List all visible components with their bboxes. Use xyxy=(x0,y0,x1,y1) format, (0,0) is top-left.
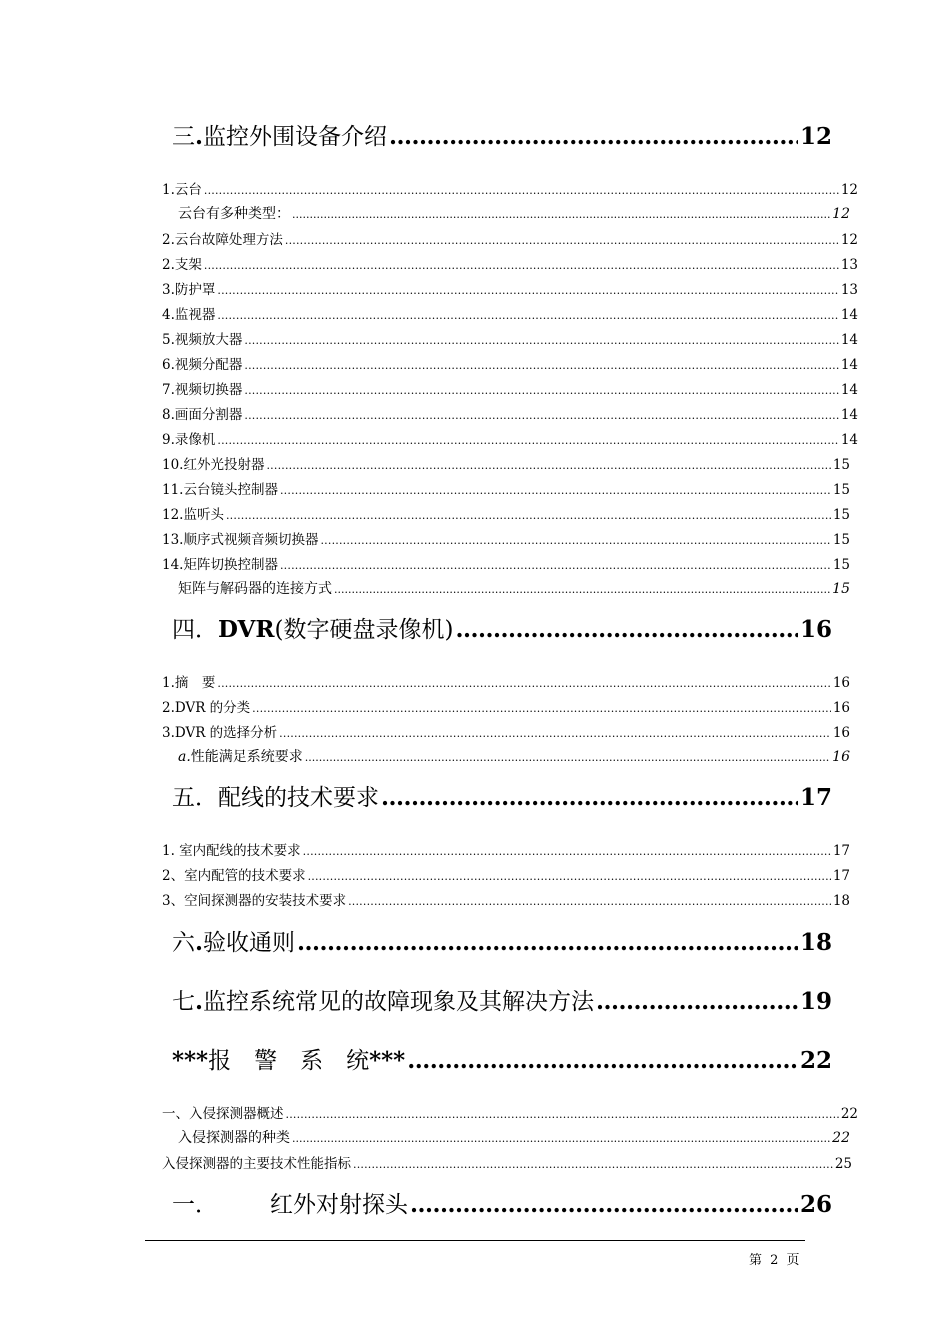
toc-entry-title xyxy=(162,839,301,859)
toc-entry-title xyxy=(162,864,306,884)
toc-page-number: 15 xyxy=(832,507,850,523)
dot-leader xyxy=(303,845,831,858)
toc-entry-title xyxy=(162,428,215,448)
toc-title-part: 12.监听头 xyxy=(162,507,224,523)
toc-title-part: 入侵探测器的主要技术性能指标 xyxy=(162,1156,351,1172)
dot-leader xyxy=(244,384,838,397)
toc-title-part: 9.录像机 xyxy=(162,432,216,448)
toc-page-number: 17 xyxy=(799,784,832,811)
dot-leader xyxy=(204,259,839,272)
dot-leader xyxy=(285,234,839,247)
toc-title-part: 六 xyxy=(172,930,195,956)
toc-entry-level-2[interactable] xyxy=(162,553,850,573)
footer-page-number: 第 2 页 xyxy=(749,1253,802,1268)
toc-entry-level-1[interactable] xyxy=(172,924,832,957)
toc-entry-title xyxy=(172,118,387,151)
dot-leader xyxy=(305,751,830,764)
toc-title-part: 三 xyxy=(172,124,195,150)
toc-title-part: 四． xyxy=(172,617,218,643)
toc-page-number: 15 xyxy=(832,557,850,573)
toc-entry-level-2[interactable] xyxy=(162,696,850,716)
toc-entry-title xyxy=(178,578,332,598)
toc-title-part: 10.红外光投射器 xyxy=(162,457,265,473)
toc-page-number: 17 xyxy=(832,843,850,859)
toc-entry-level-2[interactable] xyxy=(162,889,850,909)
toc-title-part: 一、入侵探测器概述 xyxy=(162,1106,284,1122)
dot-leader xyxy=(353,1158,833,1171)
toc-title-part: 1.云台 xyxy=(162,182,202,198)
dot-leader xyxy=(280,559,831,572)
toc-page-number: 15 xyxy=(832,581,850,597)
toc-title-part: . xyxy=(195,988,204,1015)
toc-entry-level-1[interactable] xyxy=(172,611,832,644)
toc-page-number: 14 xyxy=(840,432,858,448)
toc-title-part: 云台有多种类型： xyxy=(178,206,290,222)
toc-entry-title xyxy=(162,1102,284,1122)
toc-title-part: 2.支架 xyxy=(162,257,202,273)
toc-title-part: *** xyxy=(369,1047,406,1074)
dot-leader xyxy=(204,184,839,197)
dot-leader xyxy=(348,895,831,908)
toc-title-part: 5.视频放大器 xyxy=(162,332,243,348)
toc-entry-title xyxy=(162,178,202,198)
toc-title-part: 五．配线的技术要求 xyxy=(172,785,379,811)
toc-title-part: a. xyxy=(178,749,191,765)
toc-title-part: 11.云台镜头控制器 xyxy=(162,482,278,498)
toc-title-part: 监控系统常见的故障现象及其解决方法 xyxy=(203,989,595,1015)
toc-entry-title xyxy=(172,1042,405,1075)
toc-entry-level-3[interactable] xyxy=(178,203,850,223)
dot-leader xyxy=(596,988,798,1015)
toc-entry-title xyxy=(178,203,290,223)
toc-title-part: 入侵探测器的种类 xyxy=(178,1130,290,1146)
toc-entry-title xyxy=(162,328,242,348)
toc-entry-title xyxy=(162,403,242,423)
dot-leader xyxy=(389,123,798,150)
toc-page-number: 22 xyxy=(799,1047,832,1074)
toc-entry-level-1[interactable] xyxy=(172,1042,832,1075)
toc-page-number: 14 xyxy=(840,332,858,348)
toc-page-number: 16 xyxy=(832,749,850,765)
toc-page-number: 13 xyxy=(840,257,858,273)
dot-leader xyxy=(320,534,830,547)
toc-page-number: 14 xyxy=(840,382,858,398)
toc-title-part: 七 xyxy=(172,989,195,1015)
toc-entry-title xyxy=(162,253,202,273)
dot-leader xyxy=(217,284,838,297)
toc-title-part: 3、空间探测器的安装技术要求 xyxy=(162,893,347,909)
toc-title-part: . xyxy=(195,123,204,150)
toc-entry-title xyxy=(162,278,215,298)
toc-page-number: 18 xyxy=(799,929,832,956)
toc-entry-level-2[interactable] xyxy=(162,328,858,348)
dot-leader xyxy=(292,1132,830,1145)
toc-entry-title xyxy=(172,611,453,644)
dot-leader xyxy=(410,1191,798,1218)
toc-page-number: 12 xyxy=(840,232,858,248)
toc-title-part: *** xyxy=(172,1047,209,1074)
toc-page-number: 16 xyxy=(832,725,850,741)
toc-title-part: 一． xyxy=(172,1192,218,1218)
toc-entry-level-1[interactable] xyxy=(172,1186,832,1219)
toc-title-part: 性能满足系统要求 xyxy=(190,749,303,765)
toc-entry-title xyxy=(162,503,224,523)
toc-entry-title xyxy=(172,1186,408,1219)
toc-title-part: 2、室内配管的技术要求 xyxy=(162,868,306,884)
toc-entry-level-2[interactable] xyxy=(162,1102,858,1122)
dot-leader xyxy=(297,929,798,956)
toc-entry-level-2[interactable] xyxy=(162,864,850,884)
toc-entry-level-2[interactable] xyxy=(162,839,850,859)
toc-entry-level-1[interactable] xyxy=(172,779,832,812)
toc-entry-level-1[interactable] xyxy=(172,118,832,151)
toc-entry-level-2[interactable] xyxy=(162,253,858,273)
dot-leader xyxy=(334,583,830,596)
toc-title-part: (数字硬盘录像机) xyxy=(274,617,454,643)
toc-title-part: DVR xyxy=(218,616,275,643)
toc-page-number: 26 xyxy=(799,1191,832,1218)
dot-leader xyxy=(266,459,830,472)
toc-entry-level-2[interactable] xyxy=(162,1152,852,1172)
toc-page-number: 12 xyxy=(832,206,850,222)
toc-page-number: 12 xyxy=(799,123,832,150)
toc-entry-level-2[interactable] xyxy=(162,303,858,323)
dot-leader xyxy=(407,1047,798,1074)
toc-entry-level-3[interactable] xyxy=(178,746,850,766)
toc-title-part: 13.顺序式视频音频切换器 xyxy=(162,532,319,548)
toc-title-part: 3.DVR 的选择分析 xyxy=(162,725,278,741)
toc-entry-title xyxy=(162,353,242,373)
dot-leader xyxy=(381,784,798,811)
dot-leader xyxy=(252,702,831,715)
toc-title-part: 7.视频切换器 xyxy=(162,382,243,398)
dot-leader xyxy=(292,208,830,221)
toc-entry-title xyxy=(162,671,215,691)
toc-page-number: 12 xyxy=(840,182,858,198)
toc-entry-level-2[interactable] xyxy=(162,353,858,373)
toc-title-part: 矩阵与解码器的连接方式 xyxy=(178,581,332,597)
toc-entry-level-2[interactable] xyxy=(162,378,858,398)
toc-title-part: 4.监视器 xyxy=(162,307,216,323)
toc-title-part: 3.防护罩 xyxy=(162,282,216,298)
toc-entry-level-2[interactable] xyxy=(162,453,850,473)
toc-entry-level-2[interactable] xyxy=(162,671,850,691)
toc-entry-level-2[interactable] xyxy=(162,278,858,298)
toc-page-number: 18 xyxy=(832,893,850,909)
toc-entry-level-3[interactable] xyxy=(178,578,850,598)
dot-leader xyxy=(244,409,838,422)
toc-entry-level-3[interactable] xyxy=(178,1127,850,1147)
toc-title-part: 8.画面分割器 xyxy=(162,407,243,423)
dot-leader xyxy=(226,509,831,522)
toc-entry-title xyxy=(172,924,295,957)
toc-title-part: 6.视频分配器 xyxy=(162,357,243,373)
toc-entry-title xyxy=(162,553,278,573)
dot-leader xyxy=(280,484,831,497)
toc-entry-level-2[interactable] xyxy=(162,403,858,423)
toc-page-number: 14 xyxy=(840,307,858,323)
toc-title-part: 1. 室内配线的技术要求 xyxy=(162,843,301,859)
toc-title-part: 2.云台故障处理方法 xyxy=(162,232,283,248)
toc-page-number: 22 xyxy=(840,1106,858,1122)
toc-entry-level-2[interactable] xyxy=(162,528,850,548)
toc-title-part: 红外对射探头 xyxy=(270,1192,408,1218)
toc-page-number: 19 xyxy=(799,988,832,1015)
dot-leader xyxy=(244,334,838,347)
toc-entry-level-2[interactable] xyxy=(162,503,850,523)
toc-entry-title xyxy=(172,779,379,812)
dot-leader xyxy=(244,359,838,372)
toc-page-number: 13 xyxy=(840,282,858,298)
toc-page-number: 16 xyxy=(832,700,850,716)
toc-title-part: . xyxy=(195,929,204,956)
toc-entry-title xyxy=(162,528,318,548)
toc-entry-title xyxy=(162,696,250,716)
toc-page-number: 14 xyxy=(840,357,858,373)
toc-entry-level-2[interactable] xyxy=(162,178,858,198)
toc-page-number: 16 xyxy=(832,675,850,691)
toc-title-part: 报 警 系 统 xyxy=(208,1048,370,1074)
toc-entry-title xyxy=(162,1152,351,1172)
toc-entry-level-2[interactable] xyxy=(162,428,858,448)
toc-page-number: 14 xyxy=(840,407,858,423)
toc-entry-title xyxy=(162,228,283,248)
dot-leader xyxy=(308,870,831,883)
dot-leader xyxy=(217,434,838,447)
toc-entry-level-2[interactable] xyxy=(162,478,850,498)
toc-title-part: 14.矩阵切换控制器 xyxy=(162,557,278,573)
toc-title-part: 监控外围设备介绍 xyxy=(203,124,388,150)
toc-entry-title xyxy=(162,303,215,323)
dot-leader xyxy=(286,1108,839,1121)
toc-entry-title xyxy=(162,378,242,398)
toc-entry-title xyxy=(178,746,303,766)
footer-rule xyxy=(145,1240,805,1241)
dot-leader xyxy=(217,309,838,322)
toc-page-number: 22 xyxy=(832,1130,850,1146)
toc-entry-level-2[interactable] xyxy=(162,721,850,741)
toc-entry-level-2[interactable] xyxy=(162,228,858,248)
dot-leader xyxy=(217,677,830,690)
toc-entry-title xyxy=(162,721,277,741)
toc-entry-title xyxy=(162,889,346,909)
dot-leader xyxy=(455,616,798,643)
toc-page-number: 16 xyxy=(799,616,832,643)
toc-entry-title xyxy=(178,1127,290,1147)
toc-entry-title xyxy=(172,983,594,1016)
toc-entry-title xyxy=(162,478,278,498)
dot-leader xyxy=(279,727,831,740)
toc-page-number: 17 xyxy=(832,868,850,884)
toc-page-number: 15 xyxy=(832,457,850,473)
toc-title-part: 验收通则 xyxy=(203,930,296,956)
toc-title-part: 1.摘 要 xyxy=(162,675,216,691)
toc-title-part: 2.DVR 的分类 xyxy=(162,700,251,716)
toc-page-number: 15 xyxy=(832,532,850,548)
toc-page-number: 25 xyxy=(834,1156,852,1172)
toc-page-number: 15 xyxy=(832,482,850,498)
toc-entry-level-1[interactable] xyxy=(172,983,832,1016)
toc-entry-title xyxy=(162,453,264,473)
